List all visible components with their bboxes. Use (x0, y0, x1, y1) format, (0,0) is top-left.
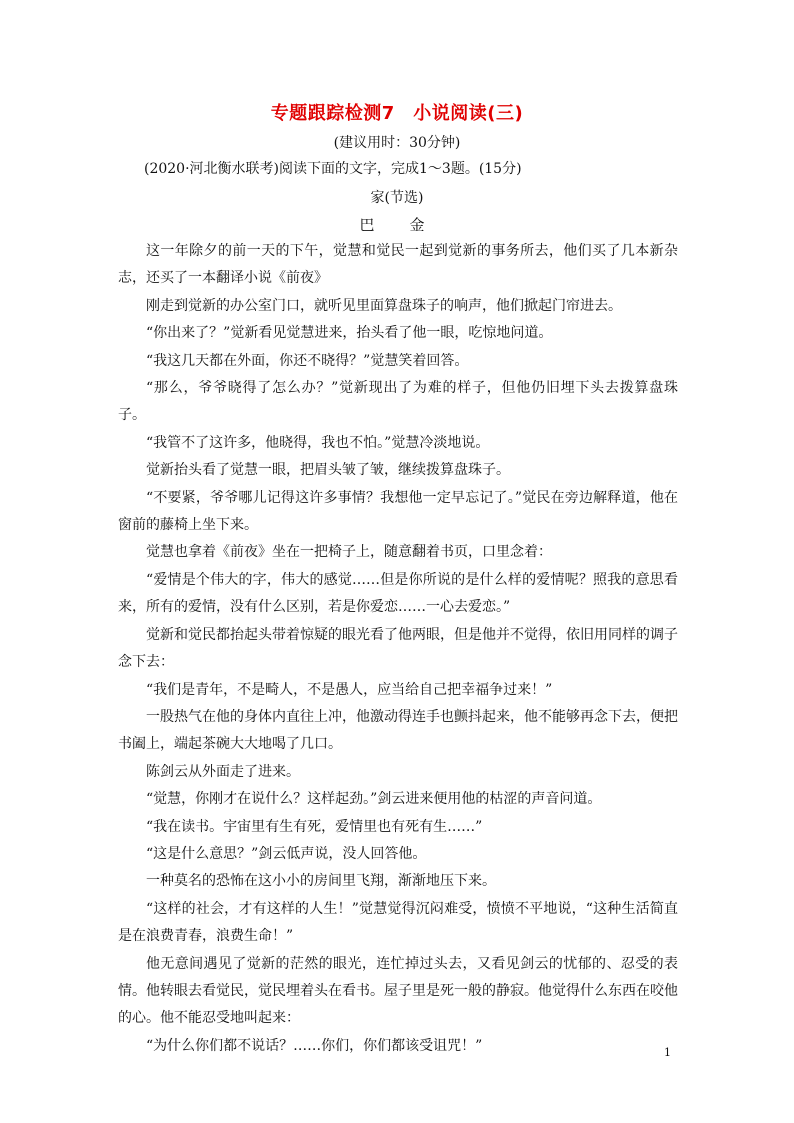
paragraph: 他无意间遇见了觉新的茫然的眼光，连忙掉过头去，又看见剑云的忧郁的、忍受的表情。他转眼去看觉民，觉民埋着头在看书。屋子里是死一般的静寂。他觉得什么东西在咬他的心。他不能忍受地叫起来： (118, 955, 678, 1027)
source-line: (2020·河北衡水联考)阅读下面的文字，完成1～3题。(15分) (144, 161, 522, 177)
paragraph: “不要紧，爷爷哪儿记得这许多事情？我想他一定早忘记了。”觉民在旁边解释道，他在窗前的藤椅上坐下来。 (118, 489, 678, 534)
paragraph: 觉新抬头看了觉慧一眼，把眉头皱了皱，继续拨算盘珠子。 (146, 462, 510, 479)
paragraph: “爱情是个伟大的字，伟大的感觉……但是你所说的是什么样的爱情呢？照我的意思看来，所有的爱情，没有什么区别，若是你爱恋……一心去爱恋。” (118, 571, 678, 616)
paragraph: “觉慧，你刚才在说什么？这样起劲。”剑云进来便用他的枯涩的声音问道。 (146, 791, 602, 808)
paragraph: 一种莫名的恐怖在这小小的房间里飞翔，渐渐地压下来。 (146, 873, 496, 890)
paragraph: 觉新和觉民都抬起头带着惊疑的眼光看了他两眼，但是他并不觉得，依旧用同样的调子念下去： (118, 626, 678, 671)
paragraph: 这一年除夕的前一天的下午，觉慧和觉民一起到觉新的事务所去，他们买了几本新杂志，还买了一本翻译小说《前夜》 (118, 243, 678, 287)
paragraph: “我这几天都在外面，你还不晓得？”觉慧笑着回答。 (146, 352, 469, 369)
story-title: 家(节选) (370, 190, 424, 206)
page-title: 专题跟踪检测7 小说阅读(三) (270, 103, 524, 124)
author: 巴 金 (359, 216, 435, 234)
paragraph: “我们是青年，不是畸人，不是愚人，应当给自己把幸福争过来！” (146, 681, 553, 698)
paragraph: “这样的社会，才有这样的人生！”觉慧觉得沉闷难受，愤愤不平地说，“这种生活简直是在浪费青春，浪费生命！” (118, 900, 678, 945)
story-body (118, 238, 678, 1060)
paragraph: 觉慧也拿着《前夜》坐在一把椅子上，随意翻着书页，口里念着： (146, 544, 552, 561)
paragraph: “我在读书。宇宙里有生有死，爱情里也有死有生……” (146, 818, 483, 835)
paragraph: “我管不了这许多，他晓得，我也不怕。”觉慧冷淡地说。 (146, 434, 490, 451)
paragraph: “你出来了？”觉新看见觉慧进来，抬头看了他一眼，吃惊地问道。 (146, 325, 553, 342)
paragraph: “那么，爷爷晓得了怎么办？”觉新现出了为难的样子，但他仍旧埋下头去拨算盘珠子。 (118, 380, 678, 424)
paragraph: 刚走到觉新的办公室门口，就听见里面算盘珠子的响声，他们掀起门帘进去。 (146, 297, 622, 314)
suggested-time: (建议用时：30分钟) (333, 135, 461, 151)
paragraph: 一股热气在他的身体内直往上冲，他激动得连手也颤抖起来，他不能够再念下去，便把书阖上，端起茶碗大大地喝了几口。 (118, 708, 678, 753)
page-number: 1 (664, 1046, 671, 1059)
paragraph: “这是什么意思？”剑云低声说，没人回答他。 (146, 845, 427, 862)
paragraph: “为什么你们都不说话？……你们，你们都该受诅咒！” (146, 1037, 483, 1054)
paragraph: 陈剑云从外面走了进来。 (146, 763, 300, 780)
